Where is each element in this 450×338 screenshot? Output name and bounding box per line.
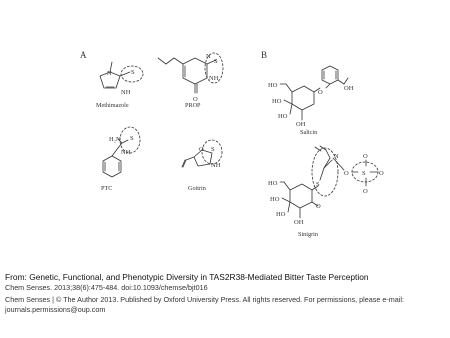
methimazole-name: Methimazole: [96, 102, 129, 109]
sinigrin-atom-o-link: O: [344, 170, 349, 177]
salicin-atom-ho-left: HO: [268, 82, 278, 89]
goitrin-atom-s: S: [211, 146, 215, 153]
caption-permissions-email: journals.permissions@oup.com: [5, 304, 106, 314]
ptc-name: PTC: [101, 185, 113, 192]
sinigrin-atom-o-top: O: [363, 153, 368, 160]
salicin-structure: [280, 66, 348, 120]
salicin-atom-ho-mid: HO: [272, 98, 282, 105]
salicin-name: Salicin: [300, 129, 318, 136]
salicin-atom-oh-top: OH: [344, 85, 354, 92]
methimazole-atom-nh: NH: [121, 89, 131, 96]
sinigrin-atom-ho-left: HO: [268, 180, 278, 187]
methimazole-atom-n1: N: [107, 70, 112, 77]
sinigrin-atom-ho-mid: HO: [270, 196, 280, 203]
prop-atom-n: N: [206, 53, 211, 60]
caption-rights: Chem Senses | © The Author 2013. Published by Oxford University Press. All rights reserved. For permissions, please e-mail:: [5, 294, 404, 304]
sinigrin-atom-o-ring: O: [316, 203, 321, 210]
sinigrin-atom-o-right: O: [379, 170, 384, 177]
caption-citation: Chem Senses. 2013;38(6):475-484. doi:10.1093/chemse/bjt016: [5, 283, 208, 292]
panel-b-label: B: [261, 50, 268, 60]
methimazole-atom-s: S: [131, 69, 135, 76]
goitrin-name: Goitrin: [188, 185, 206, 192]
sinigrin-atom-ho-low: HO: [276, 211, 286, 218]
prop-atom-o: O: [193, 96, 198, 103]
sinigrin-atom-s-thio: S: [316, 181, 320, 188]
ptc-atom-nh: NH: [121, 149, 131, 156]
prop-atom-nh: NH: [209, 75, 219, 82]
sinigrin-atom-n: N: [334, 153, 339, 160]
goitrin-atom-o: O: [199, 146, 204, 153]
salicin-atom-o-ring: O: [318, 89, 323, 96]
prop-name: PROP: [185, 102, 201, 109]
sinigrin-atom-o-bottom: O: [363, 188, 368, 195]
salicin-atom-oh-bottom: OH: [296, 121, 306, 128]
sinigrin-atom-oh-bottom: OH: [294, 219, 304, 226]
salicin-atom-ho-low: HO: [278, 113, 288, 120]
caption-source-title: From: Genetic, Functional, and Phenotypic Diversity in TAS2R38-Mediated Bitter Taste Perception: [5, 272, 369, 282]
prop-atom-s: S: [214, 58, 218, 65]
ptc-atom-s: S: [130, 135, 134, 142]
ptc-atom-h2n: H₂N: [109, 136, 121, 143]
sinigrin-name: Sinigrin: [298, 231, 318, 238]
goitrin-atom-nh: NH: [211, 162, 221, 169]
figure-caption: [5, 272, 447, 314]
panel-a-label: A: [80, 50, 87, 60]
sinigrin-atom-s-sulfate: S: [362, 170, 366, 177]
